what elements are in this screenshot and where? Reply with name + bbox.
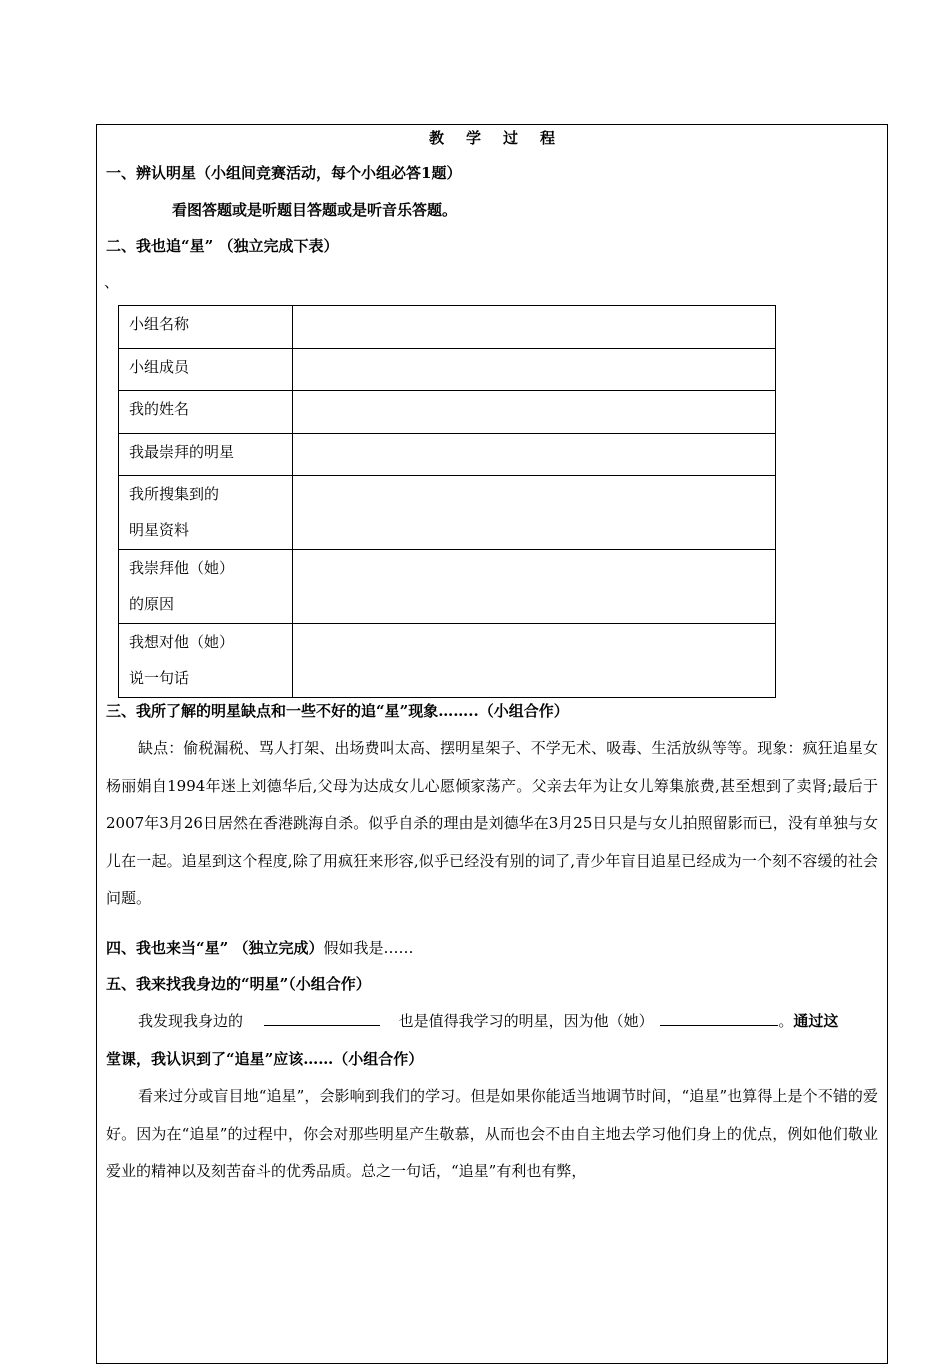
row-label: 我所搜集到的 明星资料	[119, 476, 293, 550]
fill-text-c: 。	[778, 1012, 794, 1030]
row-input-cell[interactable]	[293, 624, 776, 698]
section5-heading: 五、我来找我身边的“明星”（小组合作）	[106, 975, 371, 993]
table-row	[119, 434, 776, 476]
table-row	[119, 550, 776, 624]
row-label: 我想对他（她） 说一句话	[119, 624, 293, 698]
section3-heading: 三、我所了解的明星缺点和一些不好的追“星”现象……..（小组合作）	[106, 702, 569, 720]
title-char: 学	[465, 129, 481, 147]
table-row	[119, 306, 776, 349]
fill-text-b: 也是值得我学习的明星，因为他（她）	[398, 1012, 654, 1030]
table-row	[119, 391, 776, 434]
fill-text-d: 通过这	[793, 1012, 839, 1030]
fill-sentence	[138, 1011, 838, 1031]
row-label: 我崇拜他（她） 的原因	[119, 550, 293, 624]
section2-heading: 二、我也追“星” （独立完成下表）	[106, 237, 339, 255]
fill-blank-reason[interactable]	[660, 1011, 778, 1026]
row-label: 我最崇拜的明星	[119, 434, 293, 476]
info-table	[118, 305, 776, 698]
section1-desc: 看图答题或是听题目答题或是听音乐答题。	[172, 201, 458, 219]
title-char: 程	[540, 129, 556, 147]
row-input-cell[interactable]	[293, 391, 776, 434]
row-input-cell[interactable]	[293, 349, 776, 391]
table-row	[119, 476, 776, 550]
row-label: 小组成员	[119, 349, 293, 391]
stray-mark: 、	[104, 273, 120, 291]
fill-blank-star[interactable]	[264, 1011, 380, 1026]
fill-text-a: 我发现我身边的	[138, 1012, 244, 1030]
section1-heading: 一、辨认明星（小组间竞赛活动，每个小组必答1题）	[106, 164, 462, 182]
conclusion-paragraph: 看来过分或盲目地“追星”，会影响到我们的学习。但是如果你能适当地调节时间，“追星”也算得上是个不错的爱好。因为在“追星”的过程中，你会对那些明星产生敬慕，从而也会不由自主地去学习他们身上的优点，例如他们敬业爱业的精神以及刻苦奋斗的优秀品质。总之一句话，“追星”有利也有弊，	[106, 1087, 878, 1180]
row-input-cell[interactable]	[293, 306, 776, 349]
section4-tail: 假如我是……	[323, 939, 414, 957]
title-char: 教	[428, 129, 444, 147]
section3-paragraph: 缺点：偷税漏税、骂人打架、出场费叫太高、摆明星架子、不学无术、吸毒、生活放纵等等。现象：疯狂追星女杨丽娟自1994年迷上刘德华后,父母为达成女儿心愿倾家荡产。父亲去年为让女儿筹集旅费,甚至想到了卖肾;最后于2007年3月26日居然在香港跳海自杀。似乎自杀的理由是刘德华在3月25日只是与女儿拍照留影而已，没有单独与女儿在一起。追星到这个程度,除了用疯狂来形容,似乎已经没有别的词了,青少年盲目追星已经成为一个刻不容缓的社会问题。	[106, 739, 878, 907]
row-label: 小组名称	[119, 306, 293, 349]
page-title	[96, 128, 888, 148]
title-char: 过	[503, 129, 519, 147]
table-row	[119, 624, 776, 698]
row-label: 我的姓名	[119, 391, 293, 434]
row-input-cell[interactable]	[293, 476, 776, 550]
row-input-cell[interactable]	[293, 550, 776, 624]
section5-continuation: 堂课，我认识到了“追星”应该……（小组合作）	[106, 1050, 424, 1068]
row-input-cell[interactable]	[293, 434, 776, 476]
section4-line	[106, 938, 414, 958]
table-row	[119, 349, 776, 391]
section4-heading: 四、我也来当“星” （独立完成）	[106, 939, 324, 957]
